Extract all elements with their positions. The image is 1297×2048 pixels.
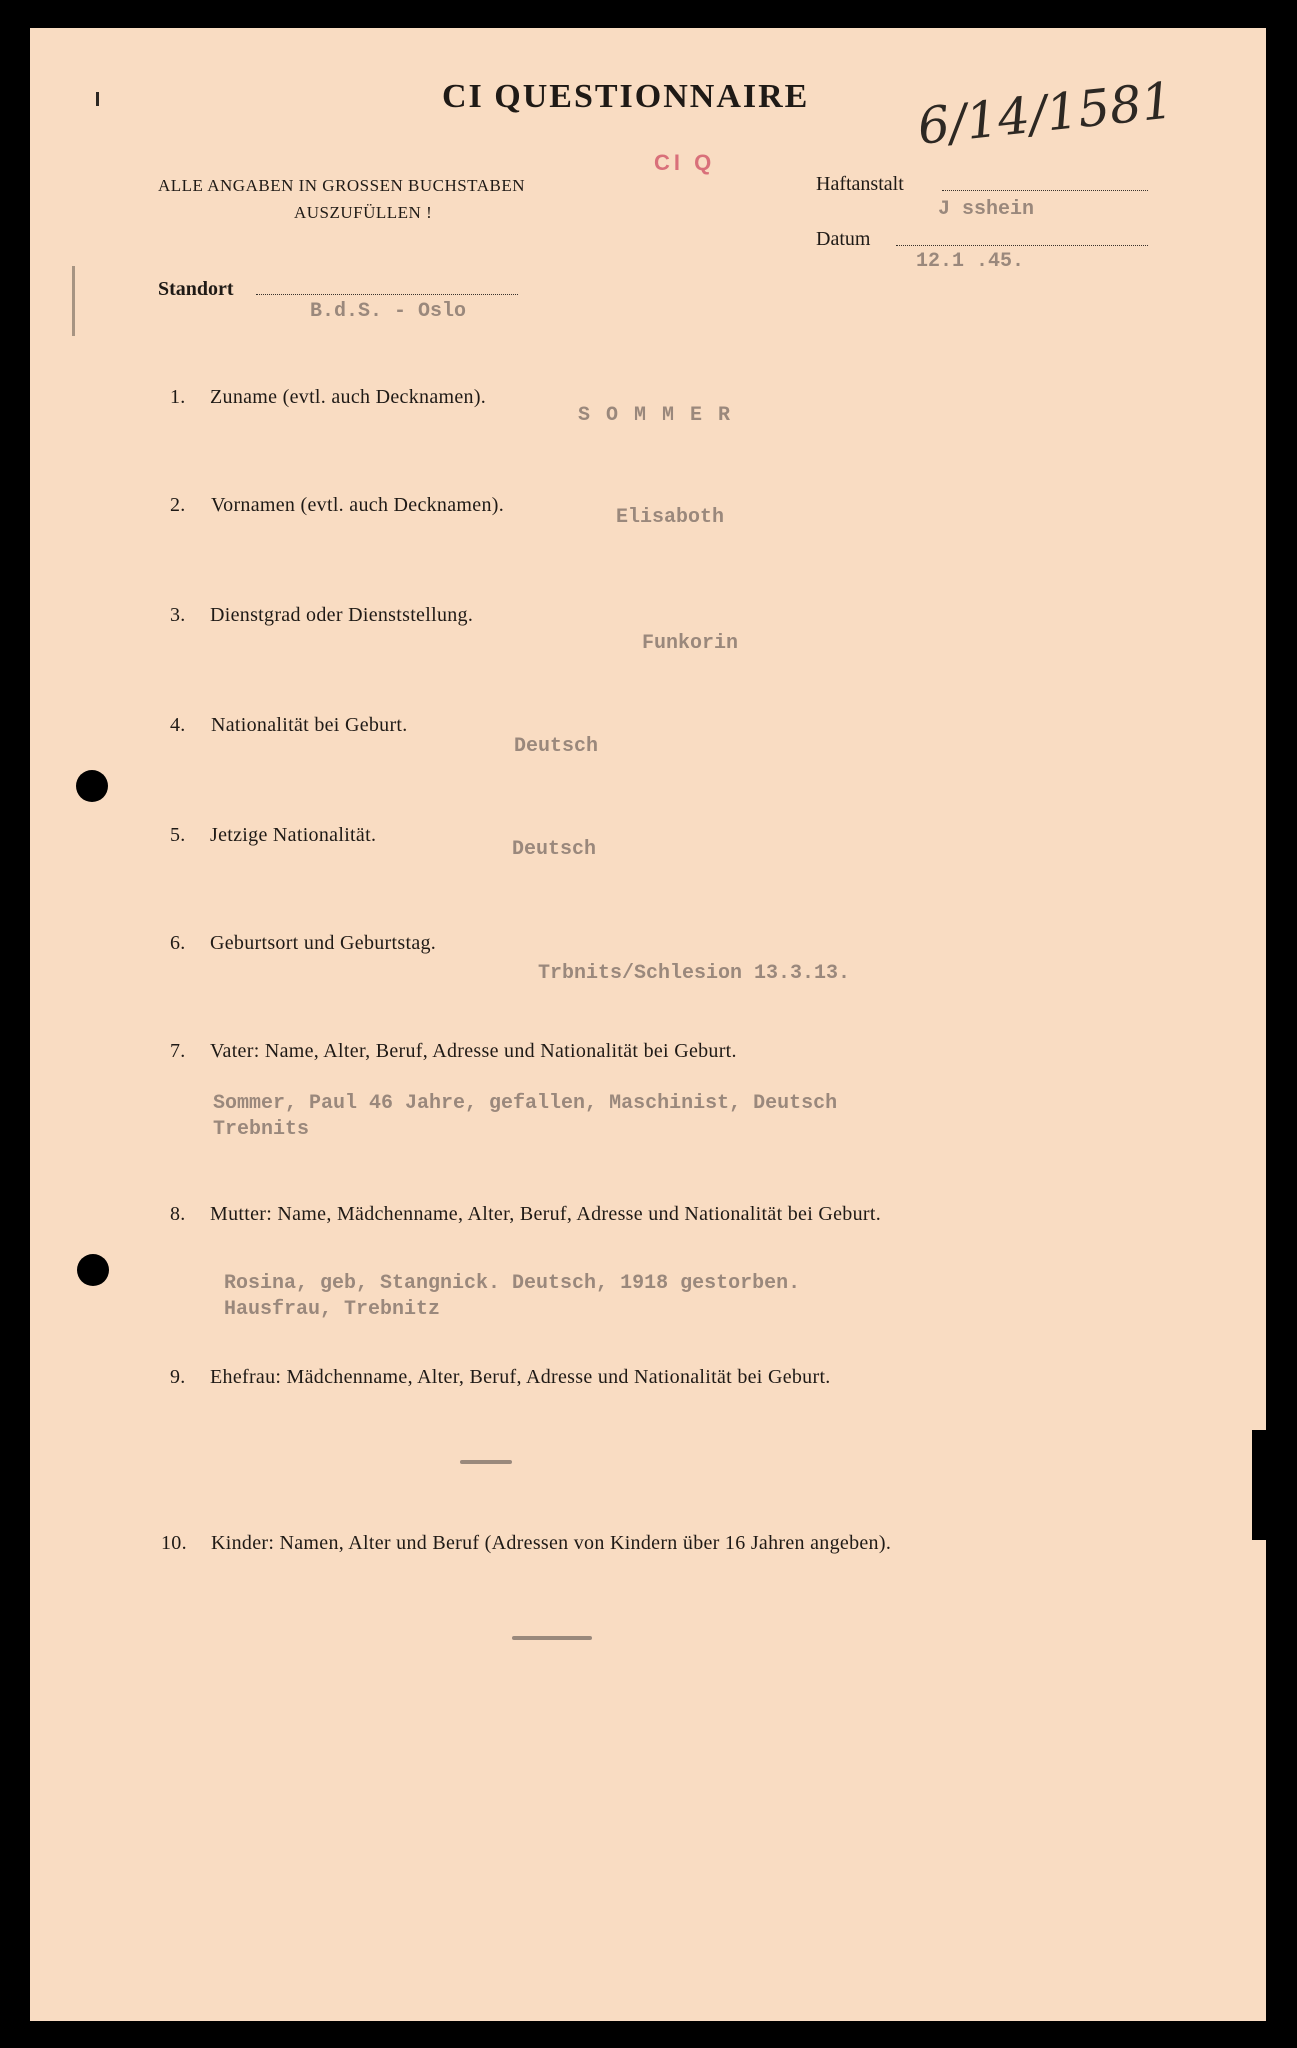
question-number: 4.	[170, 714, 186, 736]
margin-mark	[96, 92, 99, 106]
instruction-line-1: ALLE ANGABEN IN GROSSEN BUCHSTABEN	[158, 176, 525, 195]
punch-hole-upper	[76, 770, 108, 802]
question-text: Geburtsort und Geburtstag.	[210, 932, 437, 954]
answer-rank: Funkorin	[642, 632, 739, 655]
question-number: 3.	[170, 604, 186, 626]
question-text: Jetzige Nationalität.	[210, 824, 377, 846]
question-number: 7.	[170, 1040, 186, 1062]
haftanstalt-value: J sshein	[938, 198, 1035, 221]
punch-hole-lower	[77, 1254, 109, 1286]
answer-first-names: Elisaboth	[616, 506, 725, 529]
answer-birthplace-date: Trbnits/Schlesion 13.3.13.	[538, 962, 851, 985]
question-text: Vornamen (evtl. auch Decknamen).	[211, 494, 505, 516]
handwritten-file-number: 6/14/1581	[914, 71, 1177, 156]
answer-father-line-1: Sommer, Paul 46 Jahre, gefallen, Maschinist, Deutsch	[213, 1092, 838, 1115]
datum-value: 12.1 .45.	[916, 250, 1025, 273]
question-number: 6.	[170, 932, 186, 954]
question-number: 5.	[170, 824, 186, 846]
page-title: CI QUESTIONNAIRE	[442, 78, 810, 115]
standort-value: B.d.S. - Oslo	[310, 300, 467, 323]
answer-wife-dash	[460, 1460, 512, 1464]
answer-current-nationality: Deutsch	[512, 838, 597, 861]
question-number: 8.	[170, 1203, 186, 1225]
question-number: 1.	[170, 386, 186, 408]
question-text: Mutter: Name, Mädchenname, Alter, Beruf, Adresse und Nationalität bei Geburt.	[210, 1203, 881, 1225]
instruction-line-2: AUSZUFÜLLEN !	[294, 203, 433, 222]
question-number: 2.	[170, 494, 186, 516]
questionnaire-page	[30, 28, 1266, 2021]
answer-mother-line-2: Hausfrau, Trebnitz	[224, 1298, 441, 1321]
answer-surname: S O M M E R	[578, 404, 733, 427]
question-number: 10.	[161, 1532, 187, 1554]
answer-birth-nationality: Deutsch	[514, 735, 599, 758]
datum-label: Datum	[816, 228, 871, 250]
question-text: Vater: Name, Alter, Beruf, Adresse und Nationalität bei Geburt.	[210, 1040, 737, 1062]
standort-line	[256, 294, 518, 295]
paper-clip-shadow	[1252, 1430, 1266, 1540]
question-number: 9.	[170, 1366, 186, 1388]
haftanstalt-label: Haftanstalt	[816, 173, 904, 195]
haftanstalt-line	[942, 190, 1148, 191]
answer-children-dash	[512, 1636, 592, 1640]
margin-mark	[72, 266, 75, 336]
question-text: Dienstgrad oder Dienststellung.	[210, 604, 474, 626]
question-text: Ehefrau: Mädchenname, Alter, Beruf, Adresse und Nationalität bei Geburt.	[210, 1366, 831, 1388]
datum-line	[896, 245, 1148, 246]
question-text: Zuname (evtl. auch Decknamen).	[210, 386, 487, 408]
question-text: Nationalität bei Geburt.	[211, 714, 408, 736]
ci-stamp: CI Q	[654, 150, 716, 175]
standort-label: Standort	[158, 278, 234, 300]
question-text: Kinder: Namen, Alter und Beruf (Adressen von Kindern über 16 Jahren angeben).	[211, 1532, 892, 1554]
answer-father-line-2: Trebnits	[213, 1118, 310, 1141]
answer-mother-line-1: Rosina, geb, Stangnick. Deutsch, 1918 gestorben.	[224, 1272, 801, 1295]
